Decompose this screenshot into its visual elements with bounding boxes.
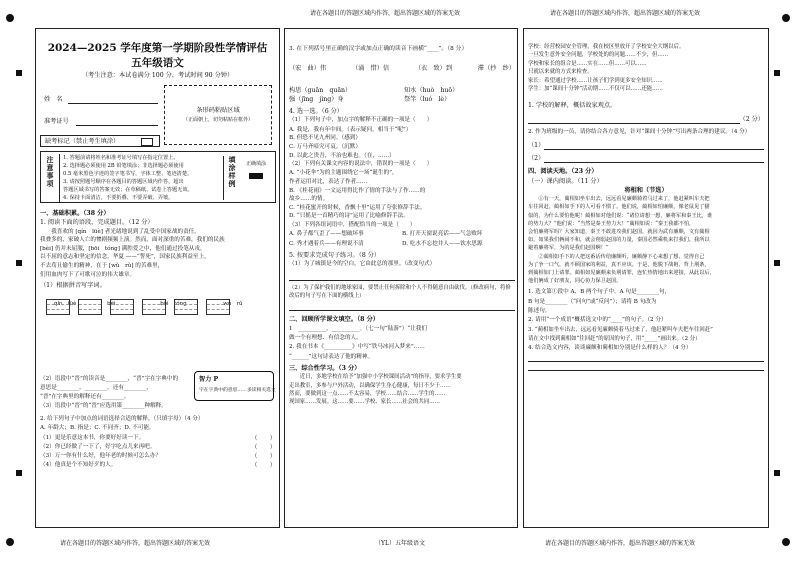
q3-row	[289, 86, 515, 95]
passage-line: 然而，要做到这一点……不太容易，学校……结合……学生的……	[289, 390, 446, 397]
passage-line: 的势力大？”他们说：“当然是秦王势力大！”蔺相如说：“秦王我都不怕，	[528, 220, 695, 227]
answer-line[interactable]	[544, 141, 764, 150]
barcode-title: 条形码粘贴区域	[196, 107, 240, 114]
material-line: 学校：经营校园安全管理，我在校区里放开了学校安全大纲以后。	[528, 44, 685, 50]
option: D. 吃水不忘挖井人——饮水思源	[402, 240, 483, 247]
answer-line[interactable]	[544, 154, 764, 163]
passage-line: [bèi] 仍并未屈服，[bōi tóng] 满腔爱之中，他们通过投笔从戎，	[40, 245, 206, 252]
answer-index: （2）	[528, 154, 545, 162]
question-3: 3. 在下列括号里正确的汉字或加点正确的读音下画横“____”。（8 分）	[289, 46, 468, 52]
question-2	[40, 415, 276, 471]
reading-subtitle: （一）课内阅读。（11 分）	[528, 177, 603, 185]
notice-list	[59, 154, 218, 202]
q2-item	[40, 452, 276, 461]
q3-choice[interactable]: 知水（huò huō）	[404, 86, 459, 94]
timing-mark	[774, 470, 780, 476]
question-5-2: （2）为了保护我们的地球家园，要禁止任何拆除和个人不得随意自由砍伐。（修改病句，将修改后的句子写在下面的横线上）	[289, 284, 511, 299]
fill-sample-mark	[249, 173, 263, 179]
section-title: 二、回顾所学课文填空。（8 分）	[289, 316, 379, 324]
option: A. “小花伞”为的主题围绕它一场“诞生的”，	[289, 170, 398, 177]
question-1-1: （1）根据拼音写字词。	[40, 282, 106, 290]
q3-choice[interactable]: 强（jīng jìng）身	[289, 95, 344, 103]
question-title: 2. 给下列句子中加点的词语选择合适的解释。（只填字母）（4 分）	[40, 416, 204, 422]
timing-mark	[774, 260, 780, 266]
question-4-2: （2）下列有关课文内容的说法中，错误的一项是（ ）	[289, 161, 433, 168]
option: D. 以此之贵吾，不治也难也。（在，……）	[289, 152, 395, 159]
column-1	[35, 28, 280, 528]
question-5: 5. 按要求完成句子练习。（8 分）	[289, 251, 381, 259]
column-3-content	[528, 43, 764, 371]
option: C. “桂花蜜开的时候，香飘十里”运用了夸张修辞手法。	[289, 204, 426, 211]
question-line: （3）语段中“晋”的“晋”应选用第________种解释。	[40, 403, 167, 409]
passage-line: 会怕廉将军吗？大家知道，秦王不敢进攻我们赵国，就因为武有廉颇，文有蔺相	[528, 228, 710, 235]
passage-line: 似的，为什么要怕他呢！蔺相如对他们说：“诸位请想一想，廉将军和秦王比，谁	[528, 212, 713, 219]
char-box[interactable]	[174, 299, 198, 315]
missing-mark-label: 缺考标记（禁止考生填涂）	[45, 138, 120, 145]
name-label: 姓 名	[44, 96, 63, 103]
section-title: 一、基础积累。（38 分）	[40, 210, 110, 217]
barcode-note: （正面朝上，切勿粘贴在框外）	[182, 117, 253, 123]
passage-line: 现国家……发展。这……要……学校、家长……社会的共同……	[289, 399, 440, 406]
footer-note: 请在各题目的答题区域内作答，超出答题区域的答案无效	[545, 540, 696, 547]
question-r3-cont: 请在文中找到蔺相如“往回赶”的原因的句子，用“_____”画出来。（2 分）	[528, 335, 701, 342]
question-4-3: （3）下列各组词语中，搭配恰当的一项是（ ）	[289, 222, 416, 229]
answer-row	[528, 115, 764, 124]
question-4: 4. 选一选。（6 分）	[289, 108, 343, 116]
passage-line: 他们俩成了好朋友，同心协力保卫赵国。	[528, 278, 622, 285]
option: C. 秀才遇着兵——有理说不清	[289, 240, 364, 247]
pinyin-row	[54, 290, 276, 308]
footer-note: 请在各题目的答题区域内作答，超出答题区域的答案无效	[60, 540, 211, 547]
material-line: 学生：加“课间十分钟”活动期……不仅可以……还能……	[528, 86, 663, 93]
answer-parens[interactable]: （ ）	[251, 453, 276, 461]
question-4-1: （1）下列句子中，加点字的解释不正确的一项是（ ）	[289, 117, 433, 124]
notice-item: 4. 保持卡面清洁，不要折叠、不要弄破、弄皱。	[63, 195, 174, 201]
answer-line[interactable]	[289, 270, 515, 281]
question-options: A. 年龄大；B. 指是；C. 不同齐；D. 不可能。	[40, 425, 155, 432]
question-r2: 2. 请用“一个成语”概括选文中的“____”的句子。（2 分）	[528, 317, 667, 324]
q3-choice[interactable]: （宏 曲）伟	[289, 65, 327, 73]
option: 故乡……的情。	[289, 196, 329, 203]
question-5-1: （1）为了城镇是今的空白，它由此总的那里。（改变句式）	[289, 261, 436, 268]
q2-item-text: （1）更是乐意这本书，你要好好读一下。	[40, 434, 145, 441]
column-2	[284, 28, 518, 528]
passage-line: 们用血肉写下了可歌可泣的伟大雄章。	[40, 271, 136, 278]
char-box[interactable]	[110, 299, 134, 315]
tip-label: 智力 P	[199, 376, 219, 383]
timing-mark	[16, 260, 22, 266]
exam-title: 2024—2025 学年度第一学期阶段性学情评估	[47, 42, 268, 54]
option-row	[289, 240, 515, 249]
char-box[interactable]	[206, 299, 230, 315]
question-1: 1. 阅读下面的语段，完成题目。（12 分）	[40, 219, 154, 227]
q3-choice[interactable]: 构思（guān quān）	[289, 86, 352, 94]
registration-dot	[6, 538, 14, 546]
question-1-2	[40, 375, 190, 411]
passage-line: ①有一天，蔺相如坐车出去，远远看见廉颇骑着马过来了，他赶紧叫车夫把	[528, 196, 710, 203]
notice-box	[40, 151, 276, 203]
material-line: 学校和家长的组合是……实在……但……可以……	[528, 60, 647, 67]
pinyin-text: bōi tóng	[160, 301, 187, 308]
registration-dot	[782, 14, 790, 22]
answer-row	[528, 154, 764, 163]
tip-box	[194, 371, 274, 401]
column-2-content	[289, 45, 515, 407]
option: A. 鼻子都气歪了——想破坏事	[289, 231, 364, 238]
id-field[interactable]	[76, 125, 158, 126]
notice-item: 答题区域书写的答案无效；在草稿纸、试卷上答题无效。	[63, 187, 193, 193]
notice-item: 1. 答题前请将姓名和准考证号填写在指定位置上。	[63, 155, 179, 161]
missing-mark-box	[141, 138, 153, 146]
notice-item: 0.5 毫米黑色字迹的签字笔书写，字体工整、笔迹清楚。	[63, 171, 193, 177]
char-box[interactable]	[78, 299, 102, 315]
q3-choice[interactable]: 祭竿（luó lè）	[404, 95, 451, 103]
q3-row	[289, 95, 515, 104]
registration-dot	[782, 538, 790, 546]
option: B. 打开天窗说亮话——气急败坏	[402, 231, 483, 238]
header-note: 请在各题目的答题区域内作答，超出答题区域的答案无效	[310, 10, 461, 17]
answer-line[interactable]	[528, 115, 740, 124]
exam-subject: 五年级语文	[131, 57, 184, 69]
option-row	[289, 230, 515, 239]
question-c1: 1. 学校的解释，概括故家观点。	[528, 102, 617, 110]
question-r4: 4. 结合选文内容，谈谈廉颇和蔺相如分别是什么样的人？（4 分）	[528, 345, 692, 352]
char-box[interactable]	[46, 299, 70, 315]
passage-line: 到蔺相如门上请罪。蔺相如见廉颇来负荆请罪，连忙热情地出来迎接。从此以后，	[528, 269, 715, 276]
passage-line: 近日，多地学校在给予“加强中小学校课间活动”的指导，要求学生要	[289, 374, 462, 381]
passage-line: 车往回赶。蔺相如手下的人可看不惯了。他们说，蔺相如怕廉颇，像老鼠见了猫	[528, 204, 710, 211]
fill-sample-title: 填涂样例	[223, 156, 237, 200]
passage-line: 不去苟且偷生的精神，在于 [wǔ rǔ] 的苦难里，	[40, 262, 164, 269]
section-title: 四、阅读天地。（23 分）	[528, 168, 598, 176]
passage-title: 将相和（节选）	[624, 186, 668, 194]
question-c2: 2. 作为班级的一员，请你结合各方意见，针对“课间十分钟”写出两条合理的建议。（4 分）	[528, 129, 751, 136]
notice-title: 注意事项	[46, 156, 55, 188]
material-line: 家长：希望通过学校……让孩子们学到更多安全知识……	[528, 77, 663, 84]
timing-mark	[774, 70, 780, 76]
q2-item-text: （4）他真是个不知好歹的人。	[40, 462, 117, 469]
question-6-2-cont: “______”这句诗表达了他的精神。	[289, 353, 374, 360]
fill-correct-label: 正确填涂	[245, 161, 266, 167]
option: A. 我是，我有年中间。（表示疑问，相当于“呢”）	[289, 126, 412, 133]
question-r3: 3. “蔺相如坐车出去，远远看见廉颇骑着马过来了，他赶紧叫车夫把车往回赶”	[528, 326, 713, 333]
answer-index: （1）	[528, 141, 545, 149]
option: D. “只摇是一首精巧的诗”运用了比喻修辞手法。	[289, 213, 409, 220]
passage-line: 避着廉将军，为的是我们赵国啊！”	[528, 245, 609, 252]
answer-parens[interactable]: （ ）	[251, 462, 276, 470]
option: B. 《桂花雨》一文运用得比作了情的手法与了作……的	[289, 187, 426, 194]
q2-item	[40, 461, 276, 470]
passage-line: 为了争一口气，就不顾国家的利益，真不应该。于是，他脱下战袍，背上荆条，	[528, 261, 710, 268]
q3-choice[interactable]: 滞（抄 纱）	[477, 65, 515, 73]
passage-line: 我喜欢的 [qín lüè] 者光绪地说到了乱受中国家战的责任。	[40, 228, 200, 235]
q3-choice[interactable]: （衣 致）到	[414, 65, 453, 73]
section-title: 三、综合性学习。（3 分）	[289, 364, 361, 372]
id-label: 准考证号	[44, 118, 69, 125]
name-field[interactable]	[68, 103, 158, 104]
notice-item: 3. 请按照题号顺序在各题目的答题区域内作答，超出	[63, 179, 184, 185]
timing-mark	[16, 70, 22, 76]
question-line: 意思是________。________，还有________，	[40, 385, 152, 391]
header-note: 请在各题目的答题区域内作答，超出答题区域的答案无效	[550, 10, 701, 17]
barcode-area	[164, 85, 272, 145]
registration-dot	[6, 14, 14, 22]
pinyin-text: wǔ rǔ	[223, 301, 243, 308]
question-line: “晋”在字典里的解释还有________。	[40, 394, 130, 400]
answer-line[interactable]	[528, 362, 764, 371]
char-box[interactable]	[142, 299, 166, 315]
answer-parens[interactable]: （ ）	[251, 434, 276, 442]
q2-item-text: （2）你已经做了一下了，好字吃点儿来再吧。	[40, 443, 156, 450]
question-6-1-cont: 做一个有理想、有信念的人。	[289, 334, 362, 341]
answer-parens[interactable]: （ ）	[251, 443, 276, 451]
question-r1-cont: B 句是________（“问句”或“反问”）；请将 B 句改为	[528, 298, 657, 305]
passage-line: 我叠多的、家破人亡的惨剧频频上演。然而，面对深重的苦难，我们的民族	[40, 237, 225, 244]
q3-choice[interactable]: （涌 惜）信	[351, 65, 390, 73]
section-basics	[40, 209, 276, 319]
q2-item-text: （3）万一你有什么好，他年老的时候可怎么办？	[40, 453, 162, 460]
material-line: 只就以来就的方式来检查。	[528, 69, 593, 76]
option: C. 万马齐喑究可哀。（沉默）	[289, 143, 361, 150]
score-label: （2 分）	[739, 115, 764, 123]
q3-row	[289, 64, 515, 73]
question-6-1: 1 __________，__________。（七一句“陆游”）“让我们	[289, 325, 427, 332]
answer-line[interactable]	[289, 300, 515, 311]
notice-item: 2. 选择题必须使用 2B 铅笔填涂；非选择题必须使用	[63, 163, 184, 169]
missing-mark-row	[40, 135, 160, 147]
q2-item	[40, 434, 276, 443]
answer-row	[528, 141, 764, 150]
footer-page-label: （YL）五年级语文	[375, 540, 425, 547]
option: B. 但恐不见九州同。（感到）	[289, 135, 361, 142]
fill-sample	[241, 160, 271, 179]
material-line: 一旦发生意外安全问题，学校处的的问题……不少，但……	[528, 52, 669, 59]
pinyin-text: qín lüè	[54, 301, 77, 308]
q2-item	[40, 443, 276, 452]
question-6-2: 2. 我在书本《__________》中写“铁马冰河入梦来”……	[289, 344, 425, 351]
passage-line: 如。如果我们俩闹不和，就会削弱赵国的力量，秦国必然乘机来打我们。我所以	[528, 237, 710, 244]
passage-line: ②蔺相如手下的人把这番话传给廉颇听，廉颇静下心来想了想，觉得自己	[528, 253, 705, 260]
passage-line: 以不屈的意志和坚定的信念，华夏 ——“誓死”，国家民族利益至上，	[40, 254, 210, 261]
answer-line[interactable]	[528, 353, 764, 362]
tip-text: 字在字典中的意思……多读相关选文	[199, 388, 276, 393]
passage-line: 走出教室，多参与户外活动，以确保学生身心健康，每日不少于……	[289, 382, 451, 389]
column-3	[523, 28, 769, 528]
exam-subtitle: （考生注意：本试卷满分 100 分，考试时间 90 分钟）	[81, 72, 234, 79]
question-r1: 1. 选文第①段中 A、B 两个句子中，A 句是________句，	[528, 289, 671, 296]
question-r1-cont: 陈述句。	[528, 307, 551, 314]
question-line: （2）语段中“晋”的读音是________，“晋”字在字典中的	[40, 376, 179, 382]
option: 作者运用对比，表达了作者……	[289, 179, 368, 186]
timing-mark	[16, 470, 22, 476]
pinyin-text: bèi	[107, 301, 116, 308]
